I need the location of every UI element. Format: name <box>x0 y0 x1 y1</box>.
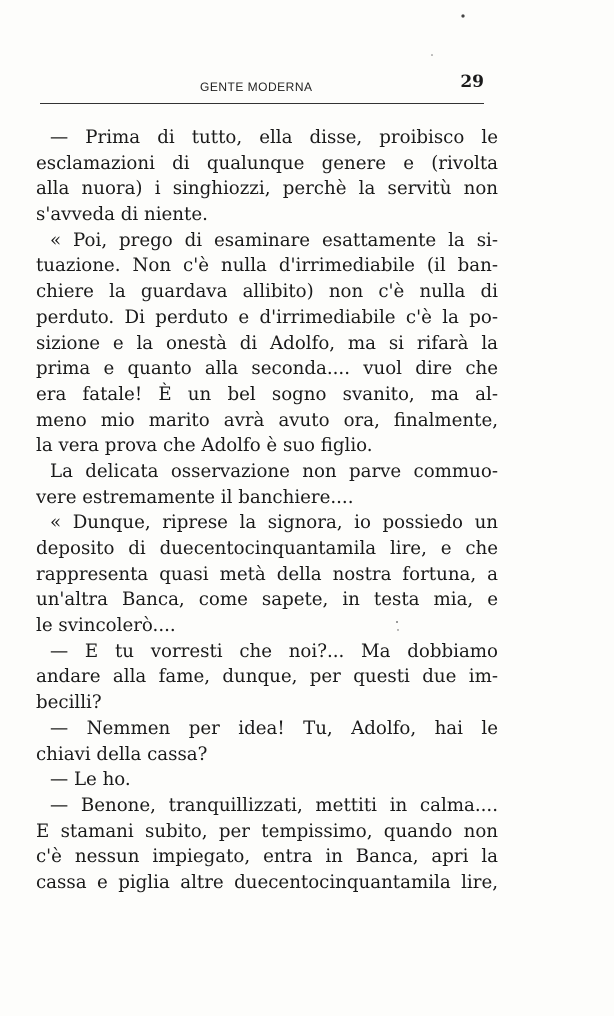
text-line: tuazione. Non c'è nulla d'irrimediabile (il ban- <box>36 255 498 277</box>
text-line: s'avveda di niente. <box>36 204 208 226</box>
text-line: alla nuora) i singhiozzi, perchè la servitù non <box>36 178 498 200</box>
text-line: cassa e piglia altre duecentocinquantamila lire, <box>36 871 498 893</box>
text-line: era fatale! È un bel sogno svanito, ma al- <box>36 383 498 405</box>
body-text <box>36 125 498 896</box>
header-rule <box>40 103 484 104</box>
text-line: — E tu vorresti che noi?... Ma dobbiamo <box>50 640 498 662</box>
text-line: c'è nessun impiegato, entra in Banca, apri la <box>36 846 498 868</box>
text-line: deposito di duecentocinquantamila lire, e che <box>36 538 498 559</box>
text-line: — Prima di tutto, ella disse, proibisco le <box>50 127 498 148</box>
text-line: chiere la guardava allibito) non c'è nulla di <box>36 281 498 303</box>
text-line: — Benone, tranquillizzati, mettiti in calma.... <box>50 794 498 816</box>
text-line: meno mio marito avrà avuto ora, finalmente, <box>36 409 498 431</box>
page-header <box>40 70 484 102</box>
text-line: rappresenta quasi metà della nostra fortuna, a <box>36 563 498 585</box>
running-title: GENTE MODERNA <box>200 80 313 94</box>
text-line: le svincolerò.... <box>36 615 176 637</box>
text-line: un'altra Banca, come sapete, in testa mia, e <box>36 589 498 611</box>
text-line: andare alla fame, dunque, per questi due im- <box>36 666 498 688</box>
text-line: esclamazioni di qualunque genere e (rivolta <box>36 152 498 174</box>
text-line: becilli? <box>36 692 102 714</box>
text-line: — Le ho. <box>50 769 131 791</box>
text-line: « Dunque, riprese la signora, io possiedo un <box>50 512 498 534</box>
text-line: « Poi, prego di esaminare esattamente la si- <box>50 229 498 251</box>
text-line: E stamani subito, per tempissimo, quando non <box>36 820 498 842</box>
page-number: 29 <box>460 72 484 92</box>
text-line: — Nemmen per idea! Tu, Adolfo, hai le <box>50 717 498 739</box>
text-line: chiavi della cassa? <box>36 743 208 765</box>
text-line: perduto. Di perduto e d'irrimediabile c'è la po- <box>36 306 498 328</box>
text-line: prima e quanto alla seconda.... vuol dire che <box>36 358 498 380</box>
text-line: vere estremamente il banchiere.... <box>36 486 354 508</box>
text-line: la vera prova che Adolfo è suo figlio. <box>36 435 373 457</box>
text-line: La delicata osservazione non parve commuo- <box>50 460 498 482</box>
text-line: sizione e la onestà di Adolfo, ma si rifarà la <box>36 332 498 354</box>
